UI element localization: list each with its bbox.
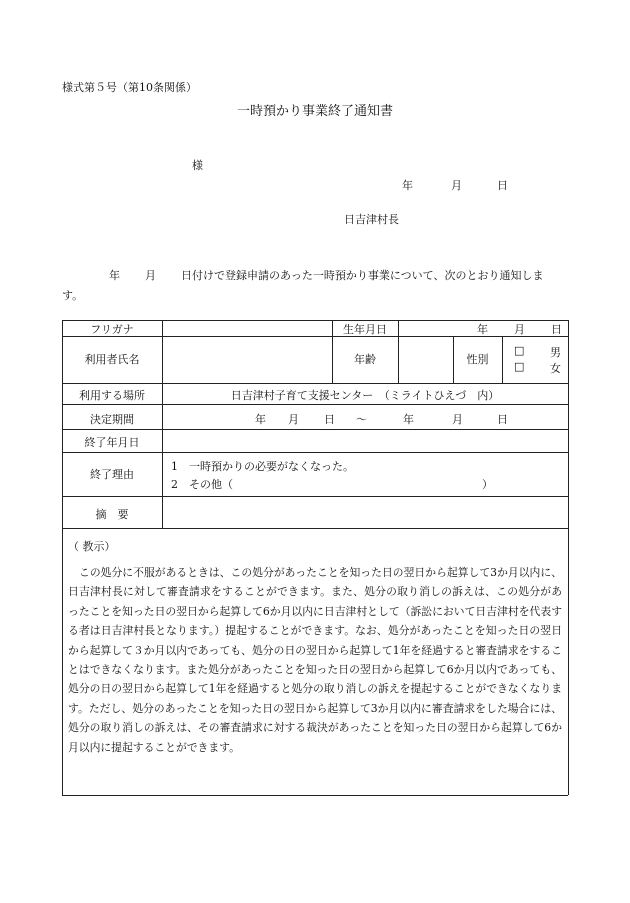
birthdate-month: 月 <box>514 323 525 336</box>
place-value: 日吉津村子育て支援センター （ミライトひえづ 内） <box>230 389 500 402</box>
row-divider <box>62 452 568 453</box>
notice-heading: （ 教示） <box>68 540 116 553</box>
birthdate-label: 生年月日 <box>343 323 387 336</box>
period-start-month: 月 <box>288 413 299 426</box>
sex-male-checkbox[interactable]: □ <box>514 344 525 357</box>
label-column-divider <box>162 320 163 528</box>
period-start-year: 年 <box>255 413 266 426</box>
period-tilde: ～ <box>356 413 367 426</box>
sex-female-label: 女 <box>550 362 561 375</box>
row-divider <box>62 404 568 405</box>
table-border-right <box>568 320 569 795</box>
birthdate-year: 年 <box>477 323 488 336</box>
place-label: 利用する場所 <box>79 389 145 402</box>
intro-year: 年 <box>109 269 120 282</box>
notification-form-table <box>62 320 568 795</box>
document-title: 一時預かり事業終了通知書 <box>236 104 393 119</box>
end-date-label: 終了年月日 <box>84 436 140 449</box>
issuer-name: 日吉津村長 <box>344 213 399 226</box>
period-end-day: 日 <box>497 413 508 426</box>
reason-option-2-close: ） <box>482 478 493 491</box>
addressee-honorific: 様 <box>192 159 203 172</box>
sex-label: 性別 <box>466 353 489 366</box>
reason-label: 終了理由 <box>90 468 134 481</box>
period-start-day: 日 <box>324 413 335 426</box>
intro-text-line1: 日付けで登録申請のあった一時預かり事業について、次のとおり通知しま <box>181 269 544 282</box>
form-number-label: 様式第５号（第10条関係） <box>62 81 197 94</box>
row-divider <box>62 429 568 430</box>
age-label: 年齢 <box>354 353 376 366</box>
notice-body: この処分に不服があるときは、この処分があったことを知った日の翌日から起算して3か月以内に、日吉津村長に対して審査請求をすることができます。また、処分の取り消しの訴えは、この処分があったことを知った日の翌日から起算して6か月以内に日吉津村として（訴訟において日吉津村を代表する者は日吉津村長となります。）提起することができます。なお、処分があったことを知った日の翌日から起算して３か月以内であっても、処分の日の翌日から起算して1年を経過すると審査請求をすることはできなくなります。また処分があったことを知った日の翌日から起算して6か月以内であっても、処分の日の翌日から起算して1年を経過すると処分の取り消しの訴えを提起することができなくなります。ただし、処分のあったことを知った日の翌日から起算して3か月以内に審査請求をした場合には、処分の取り消しの訴えは、その審査請求に対する裁決があったことを知った日の翌日から起算して6か月以内に提起することができます。 <box>68 566 562 754</box>
date-year: 年 <box>402 179 413 192</box>
sex-female-checkbox[interactable]: □ <box>514 360 525 373</box>
period-label: 決定期間 <box>90 413 134 426</box>
period-end-month: 月 <box>452 413 463 426</box>
period-end-year: 年 <box>403 413 414 426</box>
date-month: 月 <box>451 179 462 192</box>
row-divider <box>62 383 568 384</box>
reason-option-1: 1 一時預かりの必要がなくなった。 <box>171 460 354 473</box>
column-divider <box>398 320 399 383</box>
reason-option-2: 2 その他（ <box>171 478 233 491</box>
intro-month: 月 <box>145 269 156 282</box>
column-divider <box>502 336 503 383</box>
user-name-label: 利用者氏名 <box>84 353 140 366</box>
summary-label: 摘 要 <box>95 508 129 521</box>
furigana-label: フリガナ <box>90 323 134 336</box>
birthdate-day: 日 <box>551 323 562 336</box>
table-border-bottom <box>62 795 568 796</box>
intro-text-line2: す。 <box>62 289 84 302</box>
row-divider <box>62 528 568 529</box>
row-divider <box>62 496 568 497</box>
sex-male-label: 男 <box>550 346 561 359</box>
date-day: 日 <box>497 179 508 192</box>
